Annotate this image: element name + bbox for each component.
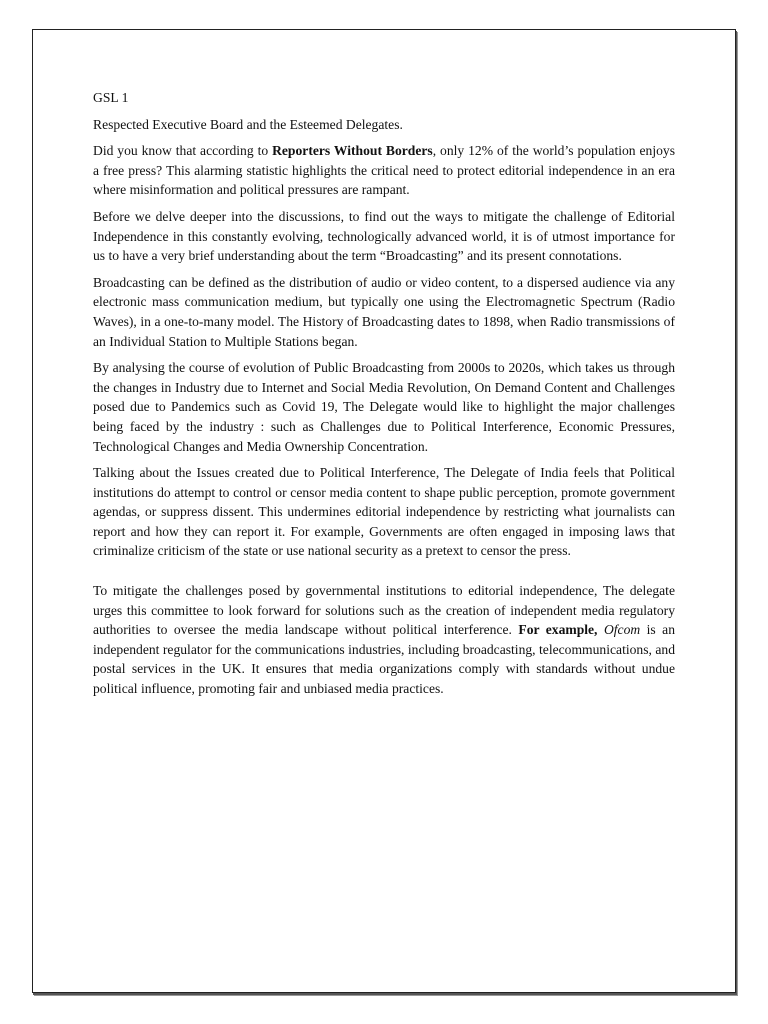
paragraph-6-text-b: is an independent regulator for the communications industries, including broadcasting, telecommunications, and postal services in the UK. It ensures that media organizations comply with standards without undue political influence, promoting fair and unbiased media practices. — [93, 622, 676, 697]
paragraph-1-text-b: , only 12% of the world’s population enjoys a free press? This alarming statistic highlights the critical need to protect editorial independence in an era where misinformation and political pressures are rampant. — [93, 143, 675, 198]
document-body — [93, 88, 675, 706]
paragraph-6-italic: Ofcom — [603, 622, 641, 638]
paragraph-1 — [93, 141, 675, 200]
document-heading: GSL 1 — [93, 90, 129, 105]
paragraph-6-text-a: To mitigate the challenges posed by governmental institutions to editorial independence, The delegate urges this committee to look forward for solutions such as the creation of independent media regulatory authorities to oversee the media landscape without political interference. — [93, 583, 675, 638]
salutation: Respected Executive Board and the Esteemed Delegates. — [93, 116, 403, 132]
paragraph-1-bold: Reporters Without Borders — [272, 143, 433, 159]
paragraph-1-text-a: Did you know that according to — [93, 143, 273, 159]
paragraph-6 — [93, 581, 675, 699]
paragraph-2: Before we delve deeper into the discussions, to find out the ways to mitigate the challenge of Editorial Independence in this constantly evolving, technologically advanced world, it is of utmost importance for us to have a very brief understanding about the term “Broadcasting” and its present connotations. — [93, 208, 675, 264]
paragraph-6-bold: For example, — [518, 622, 598, 638]
document-page — [32, 29, 736, 993]
paragraph-5: Talking about the Issues created due to Political Interference, The Delegate of India feels that Political institutions do attempt to control or censor media content to shape public perception, promote government agendas, or suppress dissent. This undermines editorial independence by restricting what journalists can report and how they can report it. For example, Governments are often engaged in imposing laws that criminalize criticism of the state or use national security as a pretext to censor the press. — [93, 465, 675, 559]
paragraph-4: By analysing the course of evolution of Public Broadcasting from 2000s to 2020s, which takes us through the changes in Industry due to Internet and Social Media Revolution, On Demand Content and Challenges posed due to Pandemics such as Covid 19, The Delegate would like to highlight the major challenges being faced by the industry : such as Challenges due to Political Interference, Economic Pressures, Technological Changes and Media Ownership Concentration. — [93, 360, 675, 454]
paragraph-3: Broadcasting can be defined as the distribution of audio or video content, to a dispersed audience via any electronic mass communication medium, but typically one using the Electromagnetic Spectrum (Radio Waves), in a one-to-many model. The History of Broadcasting dates to 1898, when Radio transmissions of an Individual Station to Multiple Stations began. — [93, 274, 675, 349]
